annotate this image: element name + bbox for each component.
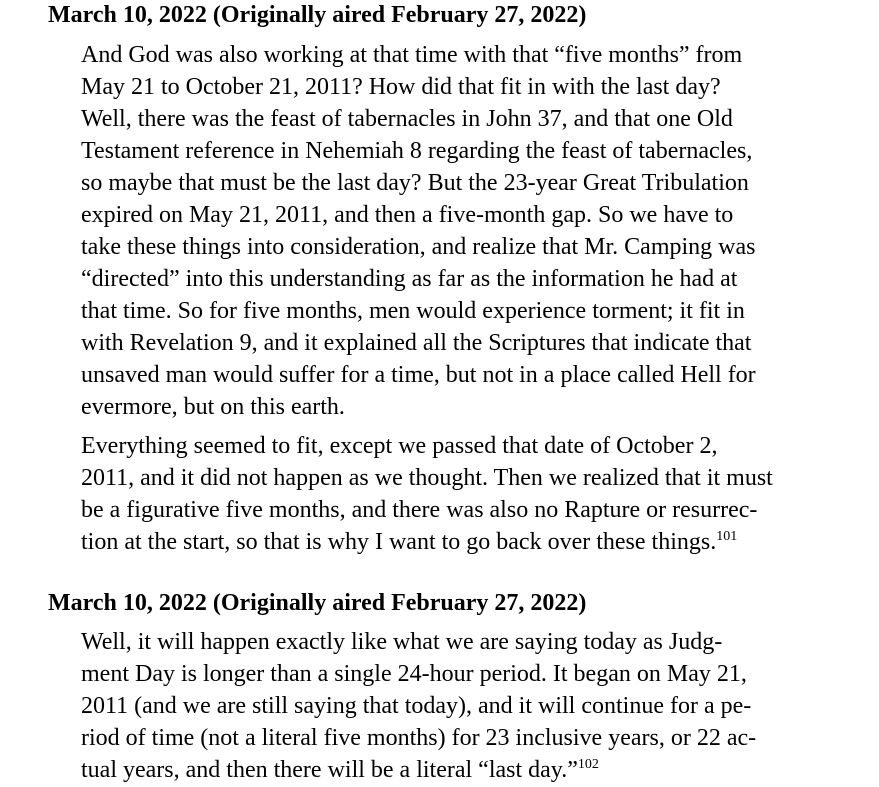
paragraph-line: that time. So for five months, men would experience torment; it fit in: [81, 298, 745, 324]
section-heading: March 10, 2022 (Originally aired February 27, 2022): [48, 2, 587, 28]
paragraph-line: Well, it will happen exactly like what we are saying today as Judg-: [81, 629, 723, 655]
footnote-reference: 101: [716, 529, 738, 544]
paragraph-line: so maybe that must be the last day? But the 23-year Great Tribulation: [81, 170, 749, 196]
footnote-reference: 102: [577, 757, 599, 772]
paragraph-line: be a figurative five months, and there was also no Rapture or resurrec-: [81, 497, 758, 523]
paragraph-line: [81, 754, 871, 786]
paragraph-line: Testament reference in Nehemiah 8 regarding the feast of tabernacles,: [81, 138, 753, 164]
paragraph-line: May 21 to October 21, 2011? How did that fit in with the last day?: [81, 74, 721, 100]
paragraph-line-text: tual years, and then there will be a literal “last day.”: [81, 757, 578, 783]
paragraph-line: [81, 526, 871, 558]
section-heading: March 10, 2022 (Originally aired February 27, 2022): [48, 590, 587, 616]
paragraph-line: unsaved man would suffer for a time, but not in a place called Hell for: [81, 362, 756, 388]
paragraph-line: expired on May 21, 2011, and then a five-month gap. So we have to: [81, 202, 734, 228]
paragraph-line: 2011, and it did not happen as we thought. Then we realized that it must: [81, 465, 773, 491]
paragraph-line: evermore, but on this earth.: [81, 394, 345, 420]
paragraph-line: Everything seemed to fit, except we passed that date of October 2,: [81, 433, 718, 459]
paragraph-line: ment Day is longer than a single 24-hour period. It began on May 21,: [81, 661, 747, 687]
paragraph-line: And God was also working at that time with that “five months” from: [81, 42, 743, 68]
paragraph-line: riod of time (not a literal five months) for 23 inclusive years, or 22 ac-: [81, 725, 757, 751]
paragraph-line: Well, there was the feast of tabernacles in John 37, and that one Old: [81, 106, 733, 132]
paragraph-line: with Revelation 9, and it explained all the Scriptures that indicate that: [81, 330, 752, 356]
body-paragraph: [81, 39, 871, 423]
body-paragraph: [81, 626, 871, 786]
paragraph-line: “directed” into this understanding as far as the information he had at: [81, 266, 738, 292]
paragraph-line-text: tion at the start, so that is why I want to go back over these things.: [81, 529, 717, 555]
paragraph-line: 2011 (and we are still saying that today), and it will continue for a pe-: [81, 693, 752, 719]
paragraph-line: take these things into consideration, and realize that Mr. Camping was: [81, 234, 756, 260]
body-paragraph: [81, 430, 871, 558]
